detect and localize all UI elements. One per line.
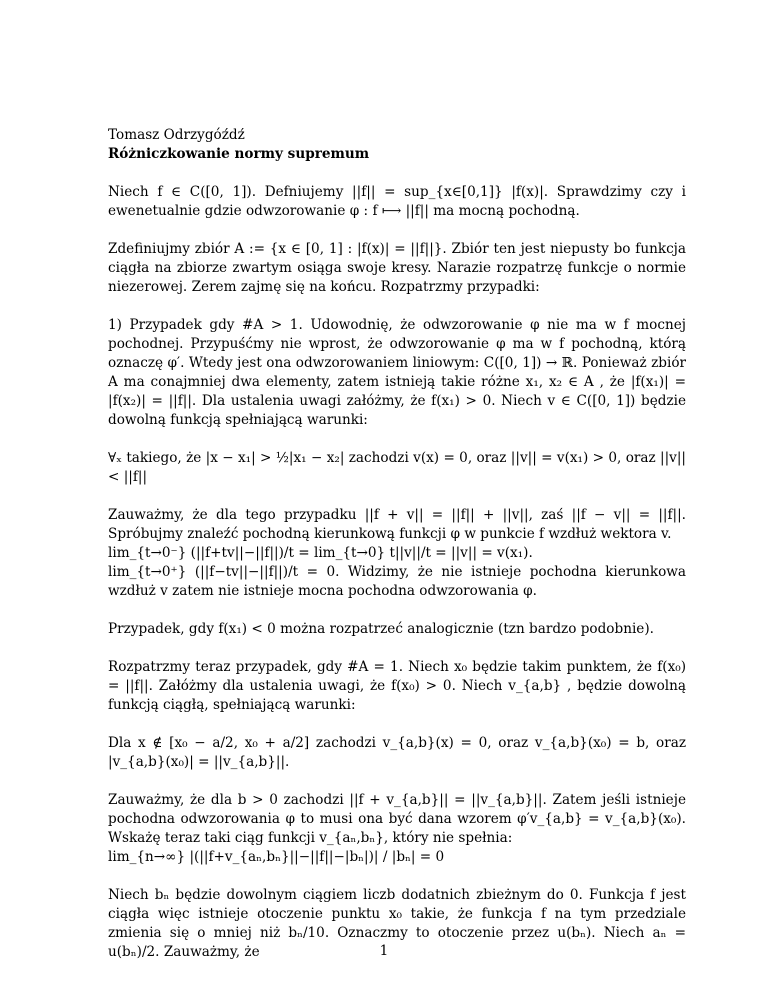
- document-title: Różniczkowanie normy supremum: [108, 146, 370, 162]
- paragraph-definition: Niech f ∈ C([0, 1]). Defniujemy ||f|| = sup_{x∈[0,1]} |f(x)|. Sprawdzimy czy i ewenetualnie gdzie odwzorowanie φ : f ⟼ ||f|| ma mocną pochodną.: [108, 184, 686, 219]
- paragraph-case-1: 1) Przypadek gdy #A > 1. Udowodnię, że odwzorowanie φ nie ma w f mocnej pochodnej. Przypuśćmy nie wprost, że odwzorowanie φ ma w f pochodną, którą oznaczę φ′. Wtedy jest ona odwzorowaniem liniowym: C([0, 1]) → ℝ. Ponieważ zbiór A ma conajmniej dwa elementy, zatem istnieją takie różne x₁, x₂ ∈ A , że |f(x₁)| = |f(x₂)| = ||f||. Dla ustalenia uwagi załóżmy, że f(x₁) > 0. Niech v ∈ C([0, 1]) będzie dowolną funkcją spełniającą warunki:: [108, 317, 686, 428]
- paragraph-directional: Zauważmy, że dla tego przypadku ||f + v|| = ||f|| + ||v||, zaś ||f − v|| = ||f||. Spróbujmy znaleźć pochodną kierunkową funkcji φ w punkcie f wzdłuż wektora v.: [108, 507, 686, 542]
- author-name: Tomasz Odrzygóźdź: [108, 127, 245, 143]
- page-number: 1: [379, 943, 389, 959]
- paragraph-negative-case: Przypadek, gdy f(x₁) < 0 można rozpatrzeć analogicznie (tzn bardzo podobnie).: [108, 621, 654, 637]
- paragraph-conditions-vab: Dla x ∉ [x₀ − a/2, x₀ + a/2] zachodzi v_{a,b}(x) = 0, oraz v_{a,b}(x₀) = b, oraz |v_{a,b}(x₀)| = ||v_{a,b}||.: [108, 735, 686, 770]
- paragraph-sequence: Niech bₙ będzie dowolnym ciągiem liczb dodatnich zbieżnym do 0. Funkcja f jest ciągła więc istnieje otoczenie punktu x₀ takie, że funkcja f na tym przedziale zmienia się o mniej niż bₙ/10. Oznaczmy to otoczenie przez u(bₙ). Niech aₙ = u(bₙ)/2. Zauważmy, że: [108, 887, 686, 960]
- document-body: [108, 126, 686, 962]
- formula-limit-right: lim_{t→0⁺} (||f−tv||−||f||)/t = 0. Widzimy, że nie istnieje pochodna kierunkowa wzdłuż v zatem nie istnieje mocna pochodna odwzorowania φ.: [108, 564, 686, 599]
- paragraph-derivative-form: Zauważmy, że dla b > 0 zachodzi ||f + v_{a,b}|| = ||v_{a,b}||. Zatem jeśli istnieje pochodna odwzorowania φ to musi ona być dana wzorem φ′v_{a,b} = v_{a,b}(x₀). Wskażę teraz taki ciąg funkcji v_{aₙ,bₙ}, który nie spełnia:: [108, 792, 686, 846]
- paragraph-case-2: Rozpatrzmy teraz przypadek, gdy #A = 1. Niech x₀ będzie takim punktem, że f(x₀) = ||f||. Załóżmy dla ustalenia uwagi, że f(x₀) > 0. Niech v_{a,b} , będzie dowolną funkcją ciągłą, spełniającą warunki:: [108, 659, 686, 713]
- paragraph-conditions-v: ∀ₓ takiego, że |x − x₁| > ½|x₁ − x₂| zachodzi v(x) = 0, oraz ||v|| = v(x₁) > 0, oraz ||v|| < ||f||: [108, 450, 686, 485]
- formula-limit-n: lim_{n→∞} |(||f+v_{aₙ,bₙ}||−||f||−|bₙ|)| / |bₙ| = 0: [108, 849, 445, 865]
- formula-limit-left: lim_{t→0⁻} (||f+tv||−||f||)/t = lim_{t→0} t||v||/t = ||v|| = v(x₁).: [108, 545, 533, 561]
- paragraph-set-a: Zdefiniujmy zbiór A := {x ∈ [0, 1] : |f(x)| = ||f||}. Zbiór ten jest niepusty bo funkcja ciągła na zbiorze zwartym osiąga swoje kresy. Narazie rozpatrzę funkcje o normie niezerowej. Zerem zajmę się na końcu. Rozpatrzmy przypadki:: [108, 241, 686, 295]
